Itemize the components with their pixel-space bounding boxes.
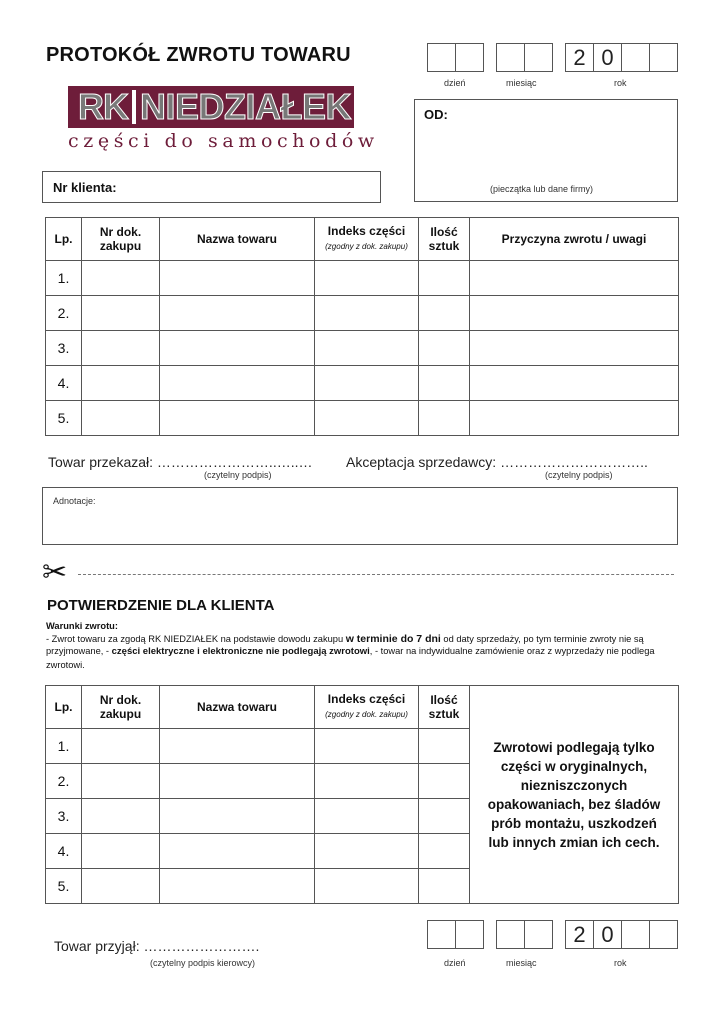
condition-2-rest: , - towar na indywidualne zamówienie oraz z wyprzedaży nie podlega zwrotowi.: [46, 646, 655, 670]
col-qty-line2: sztuk: [428, 707, 460, 721]
condition-2-bold: części elektryczne i elektroniczne nie podlegają zwrotowi: [111, 646, 370, 657]
index-cell[interactable]: [315, 296, 419, 331]
day-digit-1[interactable]: [427, 920, 456, 949]
sender-label: OD:: [424, 107, 448, 122]
year-digit-4[interactable]: [649, 920, 678, 949]
row-number: 5.: [46, 869, 82, 904]
qty-cell[interactable]: [419, 401, 470, 436]
scissors-icon: ✂: [42, 556, 68, 589]
table-row: [46, 331, 679, 366]
handed-over-signature[interactable]: Towar przekazał: ……………………..…..…: [48, 454, 313, 470]
row-number: 3.: [46, 331, 82, 366]
doc-cell[interactable]: [82, 764, 160, 799]
logo-separator: [132, 90, 136, 124]
year-label: rok: [614, 78, 627, 88]
year-digit-3[interactable]: [621, 920, 650, 949]
name-cell[interactable]: [160, 366, 315, 401]
reason-cell[interactable]: [470, 331, 679, 366]
logo-tagline: części do samochodów: [68, 130, 379, 152]
year-digit-4[interactable]: [649, 43, 678, 72]
col-doc-line2: zakupu: [99, 239, 142, 253]
year-digit-2: 0: [593, 920, 622, 949]
index-cell[interactable]: [315, 729, 419, 764]
received-hint: (czytelny podpis kierowcy): [150, 958, 256, 968]
row-number: 1.: [46, 729, 82, 764]
name-cell[interactable]: [160, 296, 315, 331]
reason-cell[interactable]: [470, 401, 679, 436]
index-cell[interactable]: [315, 799, 419, 834]
year-digit-1: 2: [565, 920, 594, 949]
customer-number-label: Nr klienta:: [53, 180, 117, 195]
name-cell[interactable]: [160, 401, 315, 436]
row-number: 2.: [46, 764, 82, 799]
name-cell[interactable]: [160, 869, 315, 904]
table-row: [46, 366, 679, 401]
condition-1-bold: w terminie do 7 dni: [345, 632, 441, 645]
col-index: [315, 218, 419, 261]
return-items-table: [45, 217, 679, 436]
doc-cell[interactable]: [82, 869, 160, 904]
doc-cell[interactable]: [82, 296, 160, 331]
day-label: dzień: [444, 958, 466, 968]
day-digit-1[interactable]: [427, 43, 456, 72]
col-qty-line2: sztuk: [428, 239, 460, 253]
sender-hint: (pieczątka lub dane firmy): [490, 184, 594, 194]
qty-cell[interactable]: [419, 296, 470, 331]
name-cell[interactable]: [160, 799, 315, 834]
name-cell[interactable]: [160, 261, 315, 296]
seller-accept-signature[interactable]: Akceptacja sprzedawcy: …………………………..: [346, 454, 648, 470]
row-number: 1.: [46, 261, 82, 296]
condition-1: - Zwrot towaru za zgodą RK NIEDZIAŁEK na podstawie dowodu zakupu: [46, 633, 346, 644]
reason-cell[interactable]: [470, 366, 679, 401]
row-number: 4.: [46, 834, 82, 869]
col-name: Nazwa towaru: [160, 686, 315, 729]
col-doc-line1: Nr dok.: [99, 225, 142, 239]
col-name: Nazwa towaru: [160, 218, 315, 261]
qty-cell[interactable]: [419, 799, 470, 834]
returns-notice: Zwrotowi podlegają tylko części w oryginalnych, niezniszczonych opakowaniach, bez śladów prób montażu, uszkodzeń lub innych zmian ich cech.: [470, 686, 679, 904]
doc-cell[interactable]: [82, 834, 160, 869]
table-row: [46, 296, 679, 331]
col-doc-line1: Nr dok.: [99, 693, 142, 707]
reason-cell[interactable]: [470, 296, 679, 331]
qty-cell[interactable]: [419, 366, 470, 401]
day-digit-2[interactable]: [455, 920, 484, 949]
col-index-sub: (zgodny z dok. zakupu): [325, 242, 408, 251]
doc-cell[interactable]: [82, 261, 160, 296]
table-row: [46, 261, 679, 296]
col-lp: Lp.: [46, 686, 82, 729]
month-digit-2[interactable]: [524, 43, 553, 72]
sender-stamp-box[interactable]: [414, 99, 678, 202]
qty-cell[interactable]: [419, 869, 470, 904]
day-label: dzień: [444, 78, 466, 88]
index-cell[interactable]: [315, 331, 419, 366]
qty-cell[interactable]: [419, 834, 470, 869]
col-qty-line1: Ilość: [430, 225, 458, 239]
conditions-label: Warunki zwrotu:: [46, 621, 118, 631]
index-cell[interactable]: [315, 366, 419, 401]
doc-cell[interactable]: [82, 799, 160, 834]
year-digit-2: 0: [593, 43, 622, 72]
row-number: 5.: [46, 401, 82, 436]
seller-accept-hint: (czytelny podpis): [545, 470, 613, 480]
row-number: 4.: [46, 366, 82, 401]
row-number: 2.: [46, 296, 82, 331]
row-number: 3.: [46, 799, 82, 834]
index-cell[interactable]: [315, 834, 419, 869]
col-qty: [419, 218, 470, 261]
month-label: miesiąc: [506, 78, 537, 88]
index-cell[interactable]: [315, 261, 419, 296]
month-digit-1[interactable]: [496, 920, 525, 949]
logo-rk: RK: [78, 86, 128, 127]
month-digit-2[interactable]: [524, 920, 553, 949]
annotations-box[interactable]: [42, 487, 678, 545]
col-qty-line1: Ilość: [430, 693, 458, 707]
confirmation-table: [45, 685, 679, 904]
cut-line: [78, 574, 674, 575]
index-cell[interactable]: [315, 401, 419, 436]
index-cell[interactable]: [315, 764, 419, 799]
col-doc: [82, 686, 160, 729]
year-digit-3[interactable]: [621, 43, 650, 72]
year-digit-1: 2: [565, 43, 594, 72]
col-index-title: Indeks części: [327, 692, 406, 706]
handed-over-hint: (czytelny podpis): [204, 470, 272, 480]
return-conditions: [46, 620, 672, 671]
index-cell[interactable]: [315, 869, 419, 904]
qty-cell[interactable]: [419, 729, 470, 764]
doc-cell[interactable]: [82, 331, 160, 366]
qty-cell[interactable]: [419, 331, 470, 366]
col-doc-line2: zakupu: [99, 707, 142, 721]
col-index-title: Indeks części: [327, 224, 406, 238]
col-qty: [419, 686, 470, 729]
doc-cell[interactable]: [82, 729, 160, 764]
name-cell[interactable]: [160, 331, 315, 366]
customer-number-field[interactable]: [42, 171, 381, 203]
col-doc: [82, 218, 160, 261]
month-digit-1[interactable]: [496, 43, 525, 72]
document-title: PROTOKÓŁ ZWROTU TOWARU: [46, 44, 351, 66]
qty-cell[interactable]: [419, 764, 470, 799]
logo-name: NIEDZIAŁEK: [140, 86, 351, 127]
name-cell[interactable]: [160, 729, 315, 764]
col-lp: Lp.: [46, 218, 82, 261]
name-cell[interactable]: [160, 834, 315, 869]
month-label: miesiąc: [506, 958, 537, 968]
condition-1-rest: od daty sprzedaży, po tym terminie zwroty nie są przyjmowane, -: [46, 633, 644, 656]
name-cell[interactable]: [160, 764, 315, 799]
reason-cell[interactable]: [470, 261, 679, 296]
table-row: [46, 401, 679, 436]
day-digit-2[interactable]: [455, 43, 484, 72]
received-signature[interactable]: Towar przyjął: …………………….: [54, 938, 260, 954]
doc-cell[interactable]: [82, 401, 160, 436]
doc-cell[interactable]: [82, 366, 160, 401]
col-index: [315, 686, 419, 729]
col-index-sub: (zgodny z dok. zakupu): [325, 710, 408, 719]
qty-cell[interactable]: [419, 261, 470, 296]
annotations-label: Adnotacje:: [53, 496, 96, 506]
year-label: rok: [614, 958, 627, 968]
confirmation-title: POTWIERDZENIE DLA KLIENTA: [47, 597, 275, 614]
col-reason: Przyczyna zwrotu / uwagi: [470, 218, 679, 261]
